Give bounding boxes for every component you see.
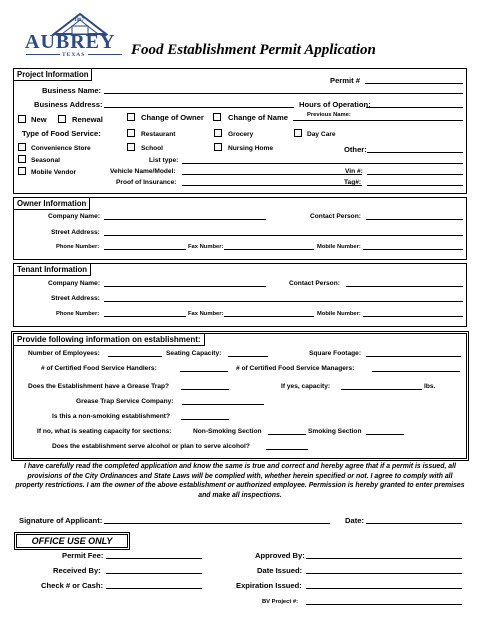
vehicle-field[interactable] <box>182 174 362 175</box>
business-address-field[interactable] <box>104 107 294 108</box>
date-label: Date: <box>345 516 364 525</box>
check-cash-field[interactable] <box>106 588 202 589</box>
tenant-contact-label: Contact Person: <box>289 280 340 287</box>
seating-label: Seating Capacity: <box>166 350 222 357</box>
day-care-checkbox[interactable] <box>294 129 302 137</box>
employees-label: Number of Employees: <box>28 350 100 357</box>
handlers-field[interactable] <box>180 371 228 372</box>
hours-label: Hours of Operation: <box>299 100 371 109</box>
section-heading: Project Information <box>14 69 92 81</box>
owner-street-label: Street Address: <box>51 229 100 236</box>
restaurant-checkbox[interactable] <box>127 129 135 137</box>
non-smoking-section-field[interactable] <box>268 434 306 435</box>
smoking-section-label: Smoking Section <box>308 428 362 435</box>
handlers-label: # of Certified Food Service Handlers: <box>41 365 157 372</box>
tag-field[interactable] <box>367 185 463 186</box>
owner-phone-field[interactable] <box>104 249 186 250</box>
mobile-vendor-label: Mobile Vendor <box>31 169 77 176</box>
tenant-company-field[interactable] <box>104 286 266 287</box>
approved-by-field[interactable] <box>306 558 462 559</box>
grease-company-field[interactable] <box>182 404 264 405</box>
section-heading: Owner Information <box>14 198 90 210</box>
owner-phone-label: Phone Number: <box>56 244 100 250</box>
other-label: Other: <box>344 145 367 154</box>
bv-project-label: BV Project #: <box>262 599 299 605</box>
certification-statement: I have carefully read the completed application and know the same is true and correct and hereby agree that if a permit is issued, all provisions of the City Ordinances and State Laws will be complied with, whether herein specified or not. I agree to comply with all property restrictions. I am the owner of the above establishment or authorized employee. Permission is hereby granted to enter premises and make all inspections. <box>15 463 465 499</box>
other-field[interactable] <box>367 152 463 153</box>
owner-fax-field[interactable] <box>224 249 314 250</box>
new-label: New <box>31 115 47 124</box>
day-care-label: Day Care <box>307 131 336 138</box>
hours-field[interactable] <box>366 107 463 108</box>
new-checkbox[interactable] <box>18 115 26 123</box>
received-by-label: Received By: <box>53 566 101 575</box>
office-use-heading: OFFICE USE ONLY <box>16 534 128 548</box>
renewal-label: Renewal <box>72 115 103 124</box>
owner-contact-field[interactable] <box>366 219 463 220</box>
business-address-label: Business Address: <box>34 100 103 109</box>
owner-fax-label: Fax Number: <box>188 244 224 250</box>
previous-name-field[interactable] <box>293 120 463 121</box>
convenience-store-checkbox[interactable] <box>18 143 26 151</box>
check-cash-label: Check # or Cash: <box>41 581 104 590</box>
capacity-field[interactable] <box>341 389 422 390</box>
owner-company-field[interactable] <box>104 219 266 220</box>
insurance-label: Proof of Insurance: <box>116 179 177 186</box>
seating-field[interactable] <box>228 356 268 357</box>
grocery-label: Grocery <box>228 131 254 138</box>
tenant-phone-field[interactable] <box>104 316 186 317</box>
approved-by-label: Approved By: <box>255 551 305 560</box>
tenant-fax-label: Fax Number: <box>188 311 224 317</box>
vin-label: Vin #: <box>345 168 363 175</box>
date-issued-field[interactable] <box>306 573 462 574</box>
change-name-checkbox[interactable] <box>213 113 221 121</box>
grease-company-label: Grease Trap Service Company: <box>76 398 174 405</box>
sqft-field[interactable] <box>366 356 461 357</box>
non-smoking-section-label: Non-Smoking Section <box>193 428 262 435</box>
grease-trap-field[interactable] <box>181 389 229 390</box>
non-smoking-field[interactable] <box>181 419 229 420</box>
managers-label: # of Certified Food Service Managers: <box>236 365 355 372</box>
grease-trap-label: Does the Establishment have a Grease Trap? <box>28 383 170 390</box>
tenant-phone-label: Phone Number: <box>56 311 100 317</box>
list-type-label: List type: <box>149 157 179 164</box>
change-owner-label: Change of Owner <box>141 113 204 122</box>
owner-street-field[interactable] <box>104 235 463 236</box>
expiration-label: Expiration Issued: <box>236 581 302 590</box>
tenant-street-label: Street Address: <box>51 295 100 302</box>
business-name-label: Business Name: <box>42 86 102 95</box>
tenant-street-field[interactable] <box>104 301 463 302</box>
logo-rule-left <box>26 54 60 55</box>
change-name-label: Change of Name <box>228 113 288 122</box>
alcohol-label: Does the establishment serve alcohol or plan to serve alcohol? <box>52 443 250 450</box>
permit-fee-label: Permit Fee: <box>62 551 104 560</box>
tenant-mobile-field[interactable] <box>363 316 463 317</box>
nursing-home-label: Nursing Home <box>228 145 274 152</box>
expiration-field[interactable] <box>306 588 462 589</box>
type-food-service-label: Type of Food Service: <box>22 129 101 138</box>
owner-mobile-label: Mobile Number: <box>317 244 361 250</box>
restaurant-label: Restaurant <box>141 131 176 138</box>
owner-mobile-field[interactable] <box>363 249 463 250</box>
alcohol-field[interactable] <box>266 449 308 450</box>
smoking-section-field[interactable] <box>366 434 404 435</box>
received-by-field[interactable] <box>106 573 202 574</box>
bv-project-field[interactable] <box>306 604 462 605</box>
previous-name-label: Previous Name: <box>307 112 351 118</box>
logo-wordmark: AUBREY <box>25 31 116 53</box>
list-type-field[interactable] <box>182 163 463 164</box>
logo-subtitle: TEXAS <box>62 52 86 58</box>
vehicle-label: Vehicle Name/Model: <box>110 168 176 175</box>
lbs-label: lbs. <box>424 383 436 390</box>
if-no-label: If no, what is seating capacity for sections: <box>37 428 172 435</box>
permit-field[interactable] <box>365 83 463 84</box>
tenant-company-label: Company Name: <box>48 280 101 287</box>
tenant-fax-field[interactable] <box>224 316 314 317</box>
tenant-contact-field[interactable] <box>346 286 463 287</box>
renewal-checkbox[interactable] <box>58 115 66 123</box>
logo-rule-right <box>88 54 122 55</box>
business-name-field[interactable] <box>104 93 463 94</box>
date-field[interactable] <box>366 523 462 524</box>
section-heading: Tenant Information <box>14 264 91 276</box>
if-yes-label: If yes, capacity: <box>281 383 331 390</box>
non-smoking-question-label: Is this a non-smoking establishment? <box>52 413 170 420</box>
managers-field[interactable] <box>372 371 460 372</box>
page-title: Food Establishment Permit Application <box>131 42 376 58</box>
date-issued-label: Date Issued: <box>257 566 303 575</box>
tenant-mobile-label: Mobile Number: <box>317 311 361 317</box>
permit-fee-field[interactable] <box>106 558 202 559</box>
applicant-signature-label: Signature of Applicant: <box>19 516 103 525</box>
convenience-store-label: Convenience Store <box>31 145 91 152</box>
tag-label: Tag#: <box>344 179 362 186</box>
owner-company-label: Company Name: <box>48 213 101 220</box>
vin-field[interactable] <box>367 174 463 175</box>
change-owner-checkbox[interactable] <box>127 113 135 121</box>
school-checkbox[interactable] <box>127 143 135 151</box>
seasonal-label: Seasonal <box>31 157 60 164</box>
school-label: School <box>141 145 163 152</box>
insurance-field[interactable] <box>182 185 362 186</box>
section-heading: Provide following information on establishment: <box>14 334 205 346</box>
applicant-signature-field[interactable] <box>104 523 330 524</box>
grocery-checkbox[interactable] <box>214 129 222 137</box>
seasonal-checkbox[interactable] <box>18 155 26 163</box>
nursing-home-checkbox[interactable] <box>214 143 222 151</box>
owner-contact-label: Contact Person: <box>310 213 361 220</box>
sqft-label: Square Footage: <box>309 350 362 357</box>
logo-year: 1887 <box>74 18 84 23</box>
employees-field[interactable] <box>108 356 162 357</box>
permit-label: Permit # <box>330 76 360 85</box>
mobile-vendor-checkbox[interactable] <box>18 167 26 175</box>
